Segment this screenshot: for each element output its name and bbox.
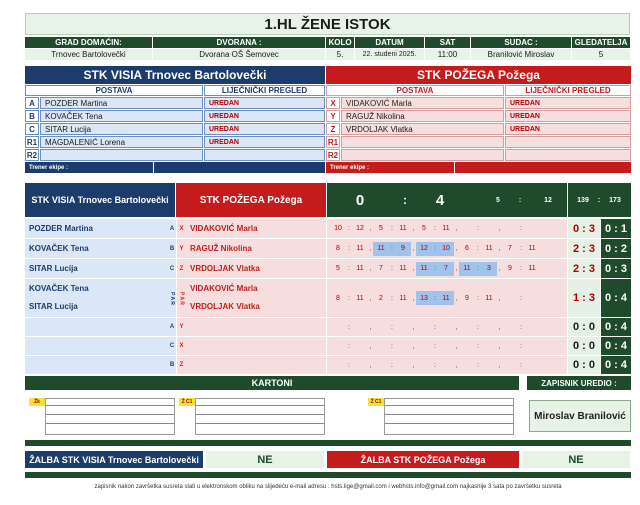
set-sep: : (477, 361, 479, 369)
set-score (373, 262, 411, 276)
set-comma: , (369, 225, 372, 232)
set-comma: , (412, 245, 415, 252)
set-home-points: 9 (508, 265, 512, 272)
match-away-name: STK POŽEGA Požega (176, 183, 326, 217)
set-home-points: 2 (379, 294, 383, 302)
set-comma: , (412, 323, 415, 331)
match-total: 0 : 3 (601, 259, 631, 278)
referee-name[interactable]: Miroslav Branilović (529, 400, 631, 432)
info-header-datum: DATUM (355, 37, 424, 48)
set-home-points: 11 (463, 265, 471, 272)
set-score (373, 242, 411, 256)
match-home-code: C (168, 259, 176, 278)
home-player-status[interactable]: UREDAN (204, 123, 325, 135)
away-postava-header: POSTAVA (326, 85, 504, 96)
set-away-points: 11 (356, 294, 364, 302)
away-player-name[interactable]: VRDOLJAK Vlatka (341, 123, 504, 135)
home-complaint-label: ŽALBA STK VISIA Trnovec Bartolovečki (25, 451, 203, 468)
set-home-points: 11 (377, 245, 385, 252)
set-score (459, 242, 497, 256)
set-score (502, 262, 540, 276)
set-score (416, 262, 454, 276)
match-result: 2 : 3 (568, 259, 600, 278)
card-tag: Žk (29, 398, 45, 406)
away-player-code: X (326, 97, 340, 109)
set-comma: , (455, 342, 458, 350)
home-player-status[interactable]: UREDAN (204, 136, 325, 148)
set-score (330, 358, 368, 372)
doubles-home-player-1[interactable]: KOVAČEK Tena (29, 284, 89, 293)
set-sep: : (520, 265, 522, 272)
home-team-title: STK VISIA Trnovec Bartolovečki (25, 66, 325, 84)
card-box[interactable] (384, 398, 514, 435)
empty-home-code: B (168, 356, 176, 374)
match-sets-sep: : (518, 196, 522, 204)
set-score (373, 339, 411, 353)
doubles-result: 1 : 3 (568, 279, 600, 317)
set-sep: : (520, 294, 522, 302)
info-header-sudac: SUDAC : (471, 37, 571, 48)
home-player-status[interactable]: UREDAN (204, 110, 325, 122)
match-home-code: B (168, 239, 176, 258)
info-header-grad: GRAD DOMAĆIN: (25, 37, 152, 48)
set-sep: : (348, 265, 350, 272)
away-team-title: STK POŽEGA Požega (326, 66, 631, 84)
match-away-code: Z (177, 259, 186, 278)
set-sep: : (434, 245, 436, 252)
set-comma: , (369, 342, 372, 350)
set-sep: : (391, 245, 393, 252)
set-home-points: 9 (465, 294, 469, 302)
doubles-home-player-2[interactable]: SITAR Lucija (29, 302, 78, 311)
set-home-points: 8 (336, 294, 340, 302)
home-player-code: B (25, 110, 39, 122)
match-away-code: Y (177, 239, 186, 258)
match-away-player[interactable]: RAGUŽ Nikolina (186, 239, 326, 258)
empty-away-player[interactable] (186, 337, 326, 355)
set-score (330, 291, 368, 305)
set-sep: : (434, 323, 436, 331)
home-player-code: R1 (26, 137, 38, 147)
set-away-points: 11 (442, 225, 450, 232)
referee-header: ZAPISNIK UREDIO : (527, 376, 631, 390)
set-score (459, 320, 497, 334)
away-player-code: Z (326, 123, 340, 135)
set-comma: , (498, 294, 501, 302)
set-comma: , (455, 245, 458, 252)
info-header-gledatelja: GLEDATELJA (572, 37, 630, 48)
set-home-points: 5 (336, 265, 340, 272)
match-home-player[interactable]: POZDER Martina (25, 219, 168, 238)
set-score (502, 358, 540, 372)
set-comma: , (412, 361, 415, 369)
set-sep: : (477, 294, 479, 302)
empty-total: 0 : 4 (601, 337, 631, 355)
set-sep: : (434, 342, 436, 350)
set-score (459, 358, 497, 372)
empty-home-player[interactable] (25, 356, 168, 374)
info-value-dvorana: Dvorana OŠ Šemovec (153, 49, 325, 60)
set-score (416, 242, 454, 256)
card-tag: Ž C1 (179, 398, 195, 406)
home-player-status[interactable]: UREDAN (204, 97, 325, 109)
set-sep: : (520, 245, 522, 252)
set-sep: : (391, 265, 393, 272)
set-sep: : (477, 265, 479, 272)
set-comma: , (369, 265, 372, 272)
set-sep: : (348, 225, 350, 232)
set-home-points: 10 (334, 225, 342, 232)
set-sep: : (477, 245, 479, 252)
empty-away-player[interactable] (186, 356, 326, 374)
set-sep: : (391, 323, 393, 331)
home-player-name[interactable]: KOVAČEK Tena (40, 110, 203, 122)
set-comma: , (455, 225, 458, 232)
info-header-sat: SAT (425, 37, 470, 48)
set-sep: : (391, 361, 393, 369)
away-player-name[interactable]: RAGUŽ Nikolina (341, 110, 504, 122)
match-points-sep: : (597, 196, 601, 204)
match-home-score: 0 (355, 191, 365, 209)
away-player-status[interactable] (505, 136, 631, 148)
set-sep: : (391, 294, 393, 302)
match-total: 0 : 1 (601, 219, 631, 238)
set-score (502, 291, 540, 305)
empty-total: 0 : 4 (601, 318, 631, 336)
set-away-points: 11 (399, 294, 407, 302)
set-sep: : (520, 225, 522, 232)
set-comma: , (369, 245, 372, 252)
set-comma: , (498, 361, 501, 369)
home-coach-label: Trener ekipe : (25, 162, 153, 173)
set-comma: , (369, 294, 372, 302)
set-sep: : (434, 225, 436, 232)
set-score (330, 262, 368, 276)
match-away-score: 4 (435, 191, 445, 209)
set-sep: : (520, 323, 522, 331)
card-box[interactable] (45, 398, 175, 435)
set-sep: : (348, 342, 350, 350)
set-away-points: 11 (356, 245, 364, 252)
set-score (416, 291, 454, 305)
set-home-points: 8 (336, 245, 340, 252)
away-player-status[interactable]: UREDAN (505, 110, 631, 122)
away-player-name[interactable] (341, 136, 504, 148)
match-sets-home: 5 (496, 196, 500, 204)
set-home-points: 5 (422, 225, 426, 232)
info-value-grad: Trnovec Bartolovečki (25, 49, 152, 60)
empty-result: 0 : 0 (568, 318, 600, 336)
away-player-name[interactable]: VIDAKOVIĆ Marla (341, 97, 504, 109)
green-divider (25, 440, 631, 446)
set-away-points: 11 (399, 265, 407, 272)
empty-home-player[interactable] (25, 337, 168, 355)
info-header-kolo: KOLO (326, 37, 354, 48)
set-score (502, 339, 540, 353)
match-points-home: 139 (577, 196, 589, 204)
away-player-code: Y (326, 110, 340, 122)
set-comma: , (498, 225, 501, 232)
home-postava-header: POSTAVA (25, 85, 203, 96)
empty-home-player[interactable] (25, 318, 168, 336)
set-sep: : (477, 342, 479, 350)
home-player-code: A (25, 97, 39, 109)
set-comma: , (498, 323, 501, 331)
set-away-points: 11 (442, 294, 450, 302)
match-away-player[interactable]: VIDAKOVIĆ Marla (186, 219, 326, 238)
set-sep: : (477, 323, 479, 331)
set-sep: : (434, 265, 436, 272)
set-sep: : (348, 294, 350, 302)
match-score-sep: : (403, 193, 407, 207)
home-player-name[interactable] (40, 149, 203, 161)
away-player-status[interactable] (505, 149, 631, 161)
set-score (459, 222, 497, 236)
set-sep: : (348, 323, 350, 331)
doubles-away-player-1[interactable]: VIDAKOVIĆ Marla (190, 284, 258, 293)
set-sep: : (520, 361, 522, 369)
set-comma: , (498, 245, 501, 252)
away-coach-label: Trener ekipe : (326, 162, 454, 173)
set-away-points: 12 (356, 225, 364, 232)
empty-away-code: Y (177, 318, 186, 336)
set-sep: : (520, 342, 522, 350)
away-complaint-value[interactable]: NE (522, 451, 630, 468)
match-total: 0 : 2 (601, 239, 631, 258)
empty-away-code: Z (177, 356, 186, 374)
set-home-points: 5 (379, 225, 383, 232)
set-comma: , (412, 342, 415, 350)
home-player-code: C (25, 123, 39, 135)
info-value-gledatelja: 5 (572, 49, 630, 60)
info-value-kolo: 5. (326, 49, 354, 60)
set-comma: , (412, 294, 415, 302)
match-home-player[interactable]: SITAR Lucija (25, 259, 168, 278)
set-away-points: 11 (485, 294, 493, 302)
set-home-points: 7 (379, 265, 383, 272)
footer-note: zapisnik nakon završetka susreta slati u elektronskom obliku na slijedeću e-mail adresu : hsts.lige@gmail.com i webhsts.info@gmail.com najkasnije 3 sata po završetku susreta (94, 484, 562, 490)
match-away-player[interactable]: VRDOLJAK Vlatka (186, 259, 326, 278)
match-points-away: 173 (609, 196, 621, 204)
home-pregled-header: LIJEČNIČKI PREGLED (204, 85, 325, 96)
set-away-points: 7 (444, 265, 448, 272)
empty-result: 0 : 0 (568, 337, 600, 355)
away-pregled-header: LIJEČNIČKI PREGLED (505, 85, 631, 96)
empty-total: 0 : 4 (601, 356, 631, 374)
info-value-datum: 22. studeni 2025. (355, 49, 424, 60)
set-comma: , (412, 265, 415, 272)
match-sets-away: 12 (544, 196, 552, 204)
set-home-points: 12 (420, 245, 428, 252)
set-sep: : (391, 342, 393, 350)
set-score (459, 291, 497, 305)
doubles-away-player-2[interactable]: VRDOLJAK Vlatka (190, 302, 260, 311)
empty-home-code: C (168, 337, 176, 355)
set-score (416, 222, 454, 236)
set-score (459, 262, 497, 276)
doubles-total: 0 : 4 (601, 279, 631, 317)
set-score (416, 358, 454, 372)
set-home-points: 7 (508, 245, 512, 252)
away-coach-field[interactable] (455, 162, 631, 173)
set-away-points: 11 (528, 245, 536, 252)
match-home-player[interactable]: KOVAČEK Tena (25, 239, 168, 258)
footer-top-bar (25, 472, 631, 478)
set-away-points: 11 (399, 225, 407, 232)
set-sep: : (434, 361, 436, 369)
set-comma: , (455, 265, 458, 272)
empty-away-code: X (177, 337, 186, 355)
away-player-code: R1 (327, 137, 339, 147)
set-home-points: 13 (420, 294, 428, 302)
set-score (416, 320, 454, 334)
cards-header: KARTONI (25, 376, 519, 390)
match-home-code: A (168, 219, 176, 238)
set-score (330, 222, 368, 236)
set-score (416, 339, 454, 353)
doubles-away-code: P A R (177, 279, 186, 317)
set-comma: , (369, 323, 372, 331)
match-away-code: X (177, 219, 186, 238)
set-home-points: 11 (420, 265, 428, 272)
set-sep: : (348, 245, 350, 252)
set-away-points: 11 (485, 245, 493, 252)
set-score (373, 358, 411, 372)
away-complaint-label: ŽALBA STK POŽEGA Požega (327, 451, 519, 468)
set-comma: , (498, 265, 501, 272)
set-away-points: 11 (528, 265, 536, 272)
empty-result: 0 : 0 (568, 356, 600, 374)
info-header-dvorana: DVORANA : (153, 37, 325, 48)
home-player-code: R2 (26, 150, 38, 160)
set-comma: , (455, 323, 458, 331)
home-player-name[interactable]: POZDER Martina (40, 97, 203, 109)
set-comma: , (455, 294, 458, 302)
home-player-name[interactable]: MAGDALENIĆ Lorena (40, 136, 203, 148)
away-player-status[interactable]: UREDAN (505, 97, 631, 109)
set-score (373, 222, 411, 236)
away-player-name[interactable] (341, 149, 504, 161)
set-sep: : (477, 225, 479, 232)
set-score (502, 222, 540, 236)
card-tag: Ž C1 (368, 398, 384, 406)
page-title: 1.HL ŽENE ISTOK (25, 13, 630, 35)
set-sep: : (434, 294, 436, 302)
home-complaint-value[interactable]: NE (206, 451, 324, 468)
away-player-status[interactable]: UREDAN (505, 123, 631, 135)
home-player-name[interactable]: SITAR Lucija (40, 123, 203, 135)
away-player-code: R2 (327, 150, 339, 160)
set-score (330, 320, 368, 334)
home-player-status[interactable] (204, 149, 325, 161)
set-score (330, 242, 368, 256)
match-home-name: STK VISIA Trnovec Bartolovečki (25, 183, 175, 217)
doubles-home-code: P A R (168, 279, 176, 317)
info-value-sat: 11:00 (425, 49, 470, 60)
set-comma: , (498, 342, 501, 350)
card-box[interactable] (195, 398, 325, 435)
set-away-points: 11 (356, 265, 364, 272)
set-score (373, 320, 411, 334)
set-home-points: 6 (465, 245, 469, 252)
set-score (502, 242, 540, 256)
set-comma: , (455, 361, 458, 369)
match-result: 2 : 3 (568, 239, 600, 258)
set-away-points: 10 (442, 245, 450, 252)
empty-away-player[interactable] (186, 318, 326, 336)
set-score (330, 339, 368, 353)
set-sep: : (348, 361, 350, 369)
info-value-sudac: Branilović Miroslav (471, 49, 571, 60)
set-sep: : (391, 225, 393, 232)
home-coach-field[interactable] (154, 162, 325, 173)
empty-home-code: A (168, 318, 176, 336)
set-score (373, 291, 411, 305)
set-away-points: 9 (401, 245, 405, 252)
match-result: 0 : 3 (568, 219, 600, 238)
set-comma: , (369, 361, 372, 369)
set-score (459, 339, 497, 353)
set-comma: , (412, 225, 415, 232)
set-away-points: 3 (487, 265, 491, 272)
set-score (502, 320, 540, 334)
